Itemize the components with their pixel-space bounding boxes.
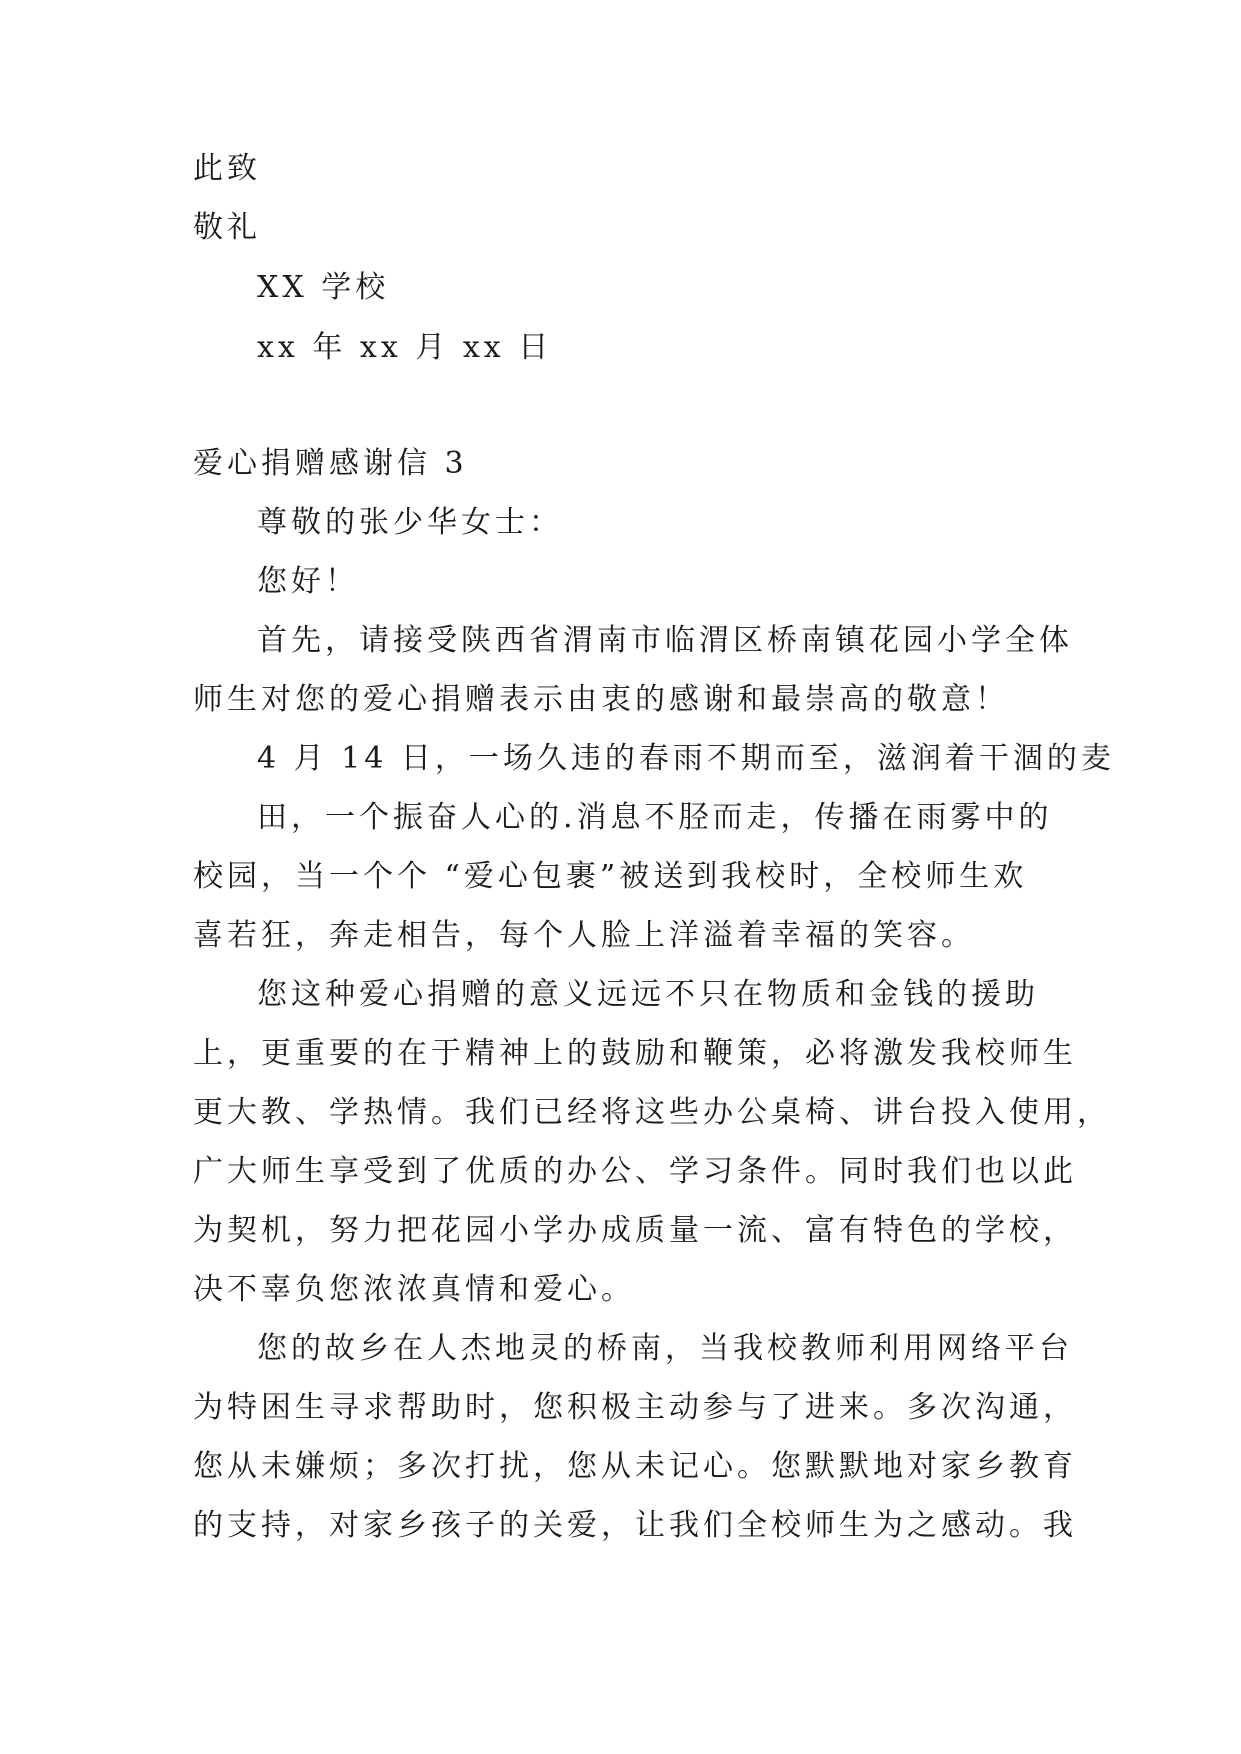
body-line: 决不辜负您浓浓真情和爱心。 bbox=[193, 1272, 635, 1307]
letter-hello: 您好！ bbox=[257, 564, 359, 599]
closing-salutation-2: 敬礼 bbox=[193, 210, 261, 245]
body-line: 您这种爱心捐赠的意义远远不只在物质和金钱的援助 bbox=[257, 977, 1039, 1012]
sender-name: XX 学校 bbox=[257, 270, 390, 305]
closing-salutation-1: 此致 bbox=[193, 151, 261, 186]
letter-title: 爱心捐赠感谢信 3 bbox=[193, 446, 468, 481]
body-line: 师生对您的爱心捐赠表示由衷的感谢和最崇高的敬意！ bbox=[193, 682, 1009, 717]
body-line: 首先，请接受陕西省渭南市临渭区桥南镇花园小学全体 bbox=[257, 623, 1073, 658]
body-line: 4 月 14 日，一场久违的春雨不期而至，滋润着干涸的麦 bbox=[257, 741, 1115, 776]
body-line: 您从未嫌烦；多次打扰，您从未记心。您默默地对家乡教育 bbox=[193, 1449, 1077, 1484]
body-line: 的支持，对家乡孩子的关爱，让我们全校师生为之感动。我 bbox=[193, 1508, 1077, 1543]
letter-greeting: 尊敬的张少华女士： bbox=[257, 505, 563, 540]
body-line: 为契机，努力把花园小学办成质量一流、富有特色的学校， bbox=[193, 1213, 1077, 1248]
body-line: 喜若狂，奔走相告，每个人脸上洋溢着幸福的笑容。 bbox=[193, 918, 975, 953]
body-line: 上，更重要的在于精神上的鼓励和鞭策，必将激发我校师生 bbox=[193, 1036, 1077, 1071]
body-line: 您的故乡在人杰地灵的桥南，当我校教师利用网络平台 bbox=[257, 1331, 1073, 1366]
body-line: 田，一个振奋人心的.消息不胫而走，传播在雨雾中的 bbox=[257, 800, 1053, 835]
letter-date: xx 年 xx 月 xx 日 bbox=[257, 330, 553, 365]
body-line: 更大教、学热情。我们已经将这些办公桌椅、讲台投入使用， bbox=[193, 1095, 1111, 1130]
body-line: 广大师生享受到了优质的办公、学习条件。同时我们也以此 bbox=[193, 1154, 1077, 1189]
body-line: 校园，当一个个 “爱心包裹”被送到我校时，全校师生欢 bbox=[193, 859, 1028, 894]
body-line: 为特困生寻求帮助时，您积极主动参与了进来。多次沟通， bbox=[193, 1390, 1077, 1425]
